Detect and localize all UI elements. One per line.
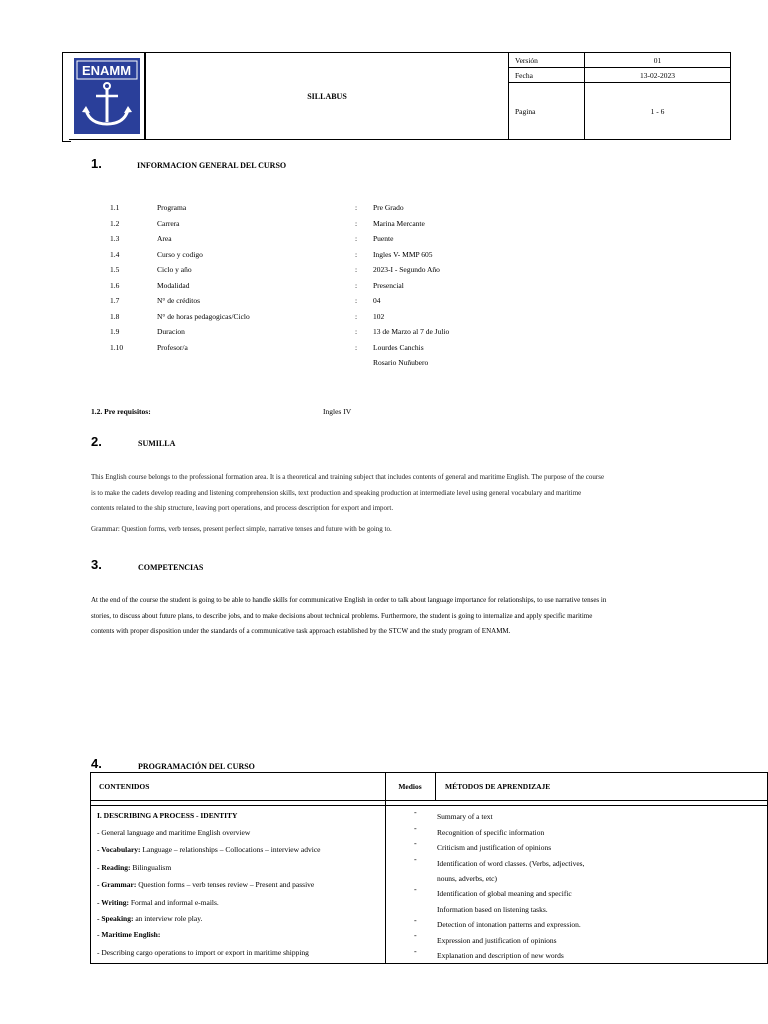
content-line: - General language and maritime English overview [97, 828, 251, 837]
info-value-extra: Rosario Nuñubero [373, 358, 429, 367]
info-num: 1.5 [110, 265, 120, 274]
header-info-table [509, 52, 731, 140]
info-num: 1.4 [110, 249, 120, 259]
info-num: 1.10 [110, 342, 124, 352]
date-label: Fecha [509, 68, 585, 82]
info-label: Modalidad [157, 280, 190, 290]
info-label: Profesor/a [157, 342, 188, 352]
competencias-paragraph [91, 593, 741, 640]
prereq-value: Ingles IV [323, 407, 352, 416]
page-label: Pagina [509, 83, 585, 140]
info-num: 1.8 [110, 311, 120, 321]
content-line: - Reading: Bilingualism [97, 863, 172, 872]
info-value: Pre Grado [373, 203, 404, 212]
info-sep: : [355, 342, 358, 352]
anchor-icon [74, 58, 140, 134]
info-sep: : [355, 311, 358, 321]
bullet-dash: - [414, 916, 417, 925]
info-sep: : [355, 218, 358, 228]
info-num: 1.2 [110, 218, 120, 228]
logo-text: ENAMM [81, 63, 132, 78]
grammar-line: Grammar: Question forms, verb tenses, present perfect simple, narrative tenses and future with be going to. [91, 525, 392, 533]
body-col-divider [385, 801, 386, 963]
version-row [509, 53, 730, 68]
section-1-number: 1. [91, 156, 102, 171]
info-row [0, 343, 600, 358]
info-value: Puente [373, 234, 394, 243]
method-item: Criticism and justification of opinions [437, 843, 552, 852]
competencias-line: stories, to discuss about future plans, to describe jobs, and to make decisions about technical problems. Furthermore, the student is going to internalize and apply specific maritime [91, 611, 593, 620]
info-sep: : [355, 296, 358, 305]
sumilla-paragraph [91, 470, 741, 517]
section-3-title: COMPETENCIAS [138, 563, 204, 572]
info-sep: : [355, 265, 358, 274]
content-line: - Grammar: Question forms – verb tenses review – Present and passive [97, 880, 315, 889]
info-row [0, 296, 600, 311]
general-info-list [0, 203, 768, 373]
section-4-title: PROGRAMACIÓN DEL CURSO [138, 762, 255, 771]
header-double-rule [91, 801, 767, 806]
section-2-number: 2. [91, 434, 102, 449]
method-item: Detection of intonation patterns and expression. [437, 920, 581, 929]
method-item: nouns, adverbs, etc) [437, 874, 497, 883]
info-sep: : [355, 234, 358, 243]
section-2-title: SUMILLA [138, 439, 176, 448]
col-metodos: MÉTODOS DE APRENDIZAJE [435, 773, 767, 801]
bullet-dash: - [414, 808, 417, 817]
logo-cell [69, 52, 145, 140]
info-value: 2023-I - Segundo Año [373, 265, 440, 274]
section-3-number: 3. [91, 557, 102, 572]
info-row [0, 250, 600, 265]
page-value: 1 - 6 [650, 107, 665, 116]
section-1-title: INFORMACION GENERAL DEL CURSO [137, 161, 287, 170]
method-item: Explanation and description of new words [437, 951, 564, 960]
competencias-line: At the end of the course the student is going to be able to handle skills for communicative English in order to talk about language importance for relationships, to use narrative tenses in [91, 596, 607, 604]
document-title: SILLABUS [145, 52, 509, 140]
info-label: Area [157, 234, 172, 243]
method-item: Expression and justification of opinions [437, 936, 557, 945]
info-value: 04 [373, 296, 381, 305]
content-line: - Vocabulary: Language – relationships – Collocations – interview advice [97, 845, 321, 854]
info-sep: : [355, 327, 358, 336]
info-value: 13 de Marzo al 7 de Julio [373, 327, 450, 336]
info-row [0, 203, 600, 218]
content-line: - Maritime English: [97, 930, 161, 939]
info-label: N° de horas pedagogicas/Ciclo [157, 311, 250, 321]
info-row [0, 234, 600, 249]
method-item: Identification of global meaning and specific [437, 889, 572, 898]
info-sep: : [355, 249, 358, 259]
info-value: Marina Mercante [373, 218, 425, 228]
info-label: Curso y codigo [157, 249, 203, 259]
version-value: 01 [653, 55, 662, 65]
content-line: - Speaking: an interview role play. [97, 914, 203, 923]
info-row [0, 312, 600, 327]
date-row [509, 68, 730, 83]
enamm-logo [74, 58, 140, 134]
info-row [0, 327, 600, 342]
method-item: Identification of word classes. (Verbs, adjectives, [437, 859, 585, 868]
content-line: - Describing cargo operations to import or export in maritime shipping [97, 948, 309, 957]
bullet-dash: - [414, 947, 417, 956]
bullet-dash: - [414, 931, 417, 940]
col-medios: Medios [385, 773, 435, 801]
method-item: Recognition of specific information [437, 828, 545, 837]
bullet-dash: - [414, 855, 417, 864]
method-item: Information based on listening tasks. [437, 905, 548, 914]
col-contenidos: CONTENIDOS [91, 773, 385, 801]
info-label: Duracion [157, 327, 185, 336]
info-sep: : [355, 203, 358, 212]
info-num: 1.3 [110, 234, 120, 243]
info-value: Presencial [373, 280, 404, 290]
method-item: Summary of a text [437, 812, 493, 821]
version-label: Versión [509, 53, 585, 67]
info-label: Ciclo y año [157, 265, 192, 274]
course-program-table [90, 772, 768, 964]
prereq-label: 1.2. Pre requisitos: [91, 407, 151, 416]
info-value: 102 [373, 311, 385, 321]
info-label: Carrera [157, 218, 180, 228]
unit-title: I. DESCRIBING A PROCESS - IDENTITY [97, 811, 238, 820]
info-sep: : [355, 280, 358, 290]
info-label: N° de créditos [157, 296, 200, 305]
info-row [0, 265, 600, 280]
page-row [509, 83, 730, 140]
bullet-dash: - [414, 839, 417, 848]
info-num: 1.1 [110, 203, 120, 212]
info-num: 1.7 [110, 296, 120, 305]
competencias-line: contents with proper disposition under the standards of a communicative task approach established by the STCW and the study program of ENAMM. [91, 627, 511, 635]
col-divider [435, 773, 436, 801]
content-line: - Writing: Formal and informal e-mails. [97, 898, 219, 907]
info-label: Programa [157, 203, 187, 212]
info-row [0, 219, 600, 234]
section-4-number: 4. [91, 756, 102, 771]
sumilla-line: is to make the cadets develop reading and listening comprehension skills, text production and speaking production at intermediate level using general vocabulary and maritime [91, 488, 582, 497]
date-value: 13-02-2023 [640, 70, 675, 80]
info-num: 1.6 [110, 280, 120, 290]
info-row [0, 358, 600, 373]
info-value: Lourdes Canchis [373, 342, 424, 352]
col-divider [385, 773, 386, 801]
info-row [0, 281, 600, 296]
bullet-dash: - [414, 824, 417, 833]
bullet-dash: - [414, 885, 417, 894]
info-value: Ingles V- MMP 605 [373, 249, 433, 259]
sumilla-line: contents related to the ship structure, leaving port operations, and process description for export and import. [91, 504, 394, 512]
info-num: 1.9 [110, 327, 120, 336]
sumilla-line: This English course belongs to the professional formation area. It is a theoretical and training subject that includes contents of general and maritime English. The purpose of the course [91, 473, 605, 481]
